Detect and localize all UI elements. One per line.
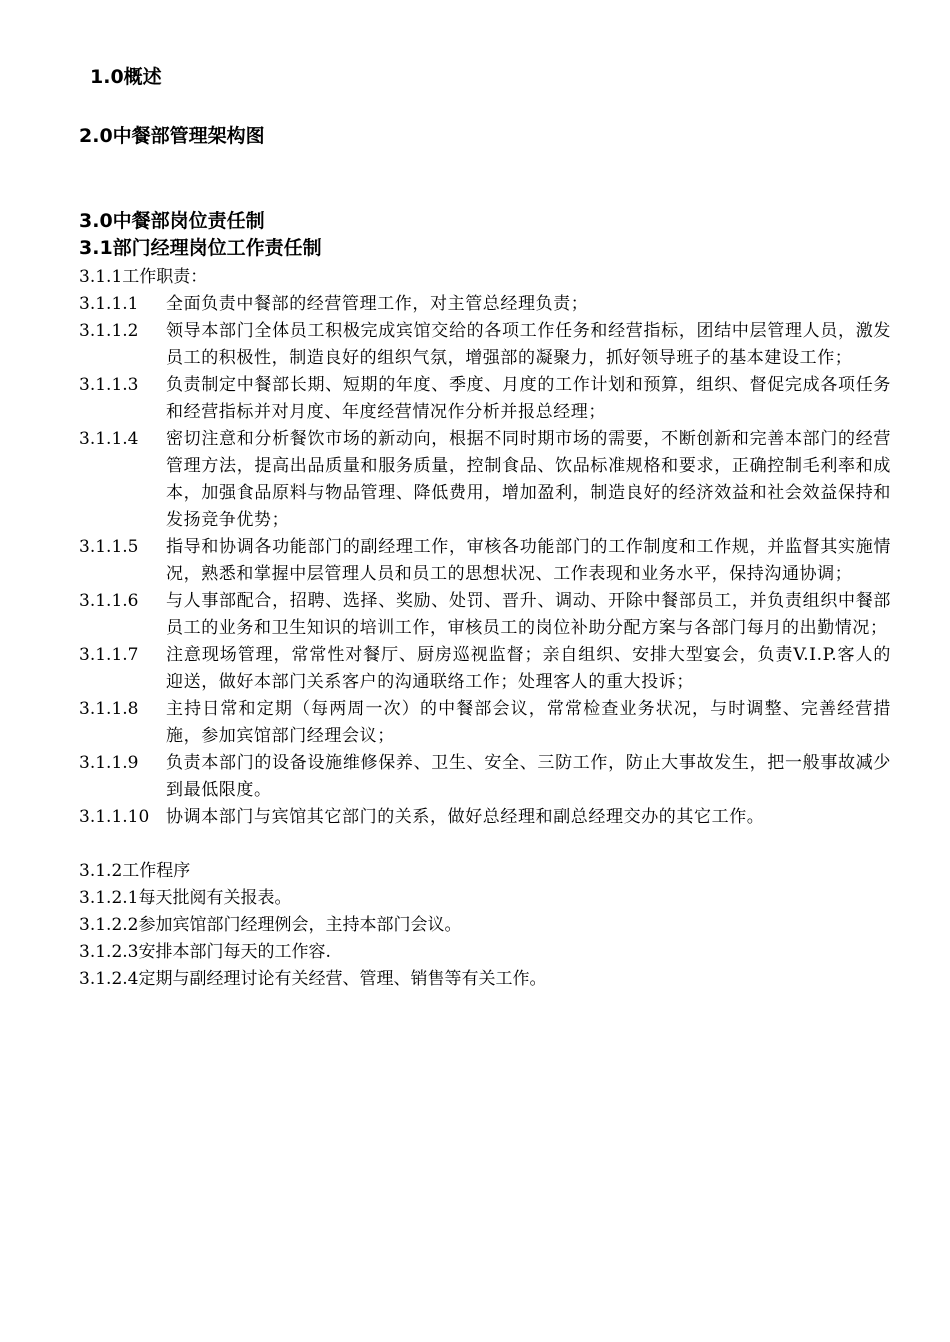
procedure-item [79,912,891,939]
duty-text: 主持日常和定期（每两周一次）的中餐部会议，常常检查业务状况，与时调整、完善经营措施，参加宾馆部门经理会议； [166,699,891,746]
procedure-item [79,939,891,966]
duty-item [79,372,891,426]
procedure-item [79,885,891,912]
procedure-text: 定期与副经理讨论有关经营、管理、销售等有关工作。 [138,969,547,989]
duty-number: 3.1.1.5 [79,537,139,557]
procedure-text: 每天批阅有关报表。 [138,888,292,908]
procedure-item [79,966,891,993]
procedure-title: 3.1.2工作程序 [79,861,191,881]
duty-number: 3.1.1.3 [79,375,139,395]
duty-text: 与人事部配合，招聘、选择、奖励、处罚、晋升、调动、开除中餐部员工，并负责组织中餐部员工的业务和卫生知识的培训工作，审核员工的岗位补助分配方案与各部门每月的出勤情况； [166,591,891,638]
procedure-number: 3.1.2.3 [79,942,139,962]
duty-text: 注意现场管理，常常性对餐厅、厨房巡视监督；亲自组织、安排大型宴会，负责V.I.P.客人的迎送，做好本部门关系客户的沟通联络工作；处理客人的重大投诉； [166,645,891,692]
duty-text: 指导和协调各功能部门的副经理工作，审核各功能部门的工作制度和工作规，并监督其实施情况，熟悉和掌握中层管理人员和员工的思想状况、工作表现和业务水平，保持沟通协调； [166,537,891,584]
duty-item [79,642,891,696]
heading-manager-responsibility: 3.1部门经理岗位工作责任制 [79,237,322,259]
duty-item [79,696,891,750]
duty-number: 3.1.1.7 [79,645,139,665]
duty-item [79,804,891,831]
procedure-number: 3.1.2.1 [79,888,139,908]
duty-item [79,426,891,534]
procedure-text: 安排本部门每天的工作容. [138,942,331,962]
duty-text: 密切注意和分析餐饮市场的新动向，根据不同时期市场的需要，不断创新和完善本部门的经营管理方法，提高出品质量和服务质量，控制食品、饮品标准规格和要求，正确控制毛利率和成本，加强食品原料与物品管理、降低费用，增加盈利，制造良好的经济效益和社会效益保持和发扬竞争优势； [166,429,891,530]
duty-text: 负责本部门的设备设施维修保养、卫生、安全、三防工作，防止大事故发生，把一般事故减少到最低限度。 [166,753,891,800]
duty-item [79,318,891,372]
duties-title: 3.1.1工作职责： [79,267,208,287]
duty-number: 3.1.1.6 [79,591,139,611]
heading-org-chart: 2.0中餐部管理架构图 [79,125,265,147]
duty-number: 3.1.1.9 [79,753,139,773]
duty-number: 3.1.1.10 [79,807,150,827]
procedure-number: 3.1.2.4 [79,969,139,989]
duty-number: 3.1.1.1 [79,294,139,314]
heading-overview: 1.0概述 [90,66,162,88]
duty-text: 全面负责中餐部的经营管理工作，对主管总经理负责； [166,294,589,314]
duty-item [79,588,891,642]
section-spacer [79,831,891,858]
procedure-number: 3.1.2.2 [79,915,139,935]
duty-number: 3.1.1.2 [79,321,139,341]
duty-number: 3.1.1.8 [79,699,139,719]
duty-item [79,291,891,318]
duty-text: 领导本部门全体员工积极完成宾馆交给的各项工作任务和经营指标，团结中层管理人员，激发员工的积极性，制造良好的组织气氛，增强部的凝聚力，抓好领导班子的基本建设工作； [166,321,891,368]
duty-number: 3.1.1.4 [79,429,139,449]
document-body [79,264,891,993]
duty-item [79,534,891,588]
procedure-text: 参加宾馆部门经理例会，主持本部门会议。 [138,915,462,935]
duty-item [79,750,891,804]
duty-text: 协调本部门与宾馆其它部门的关系，做好总经理和副总经理交办的其它工作。 [166,807,765,827]
duty-text: 负责制定中餐部长期、短期的年度、季度、月度的工作计划和预算，组织、督促完成各项任务和经营指标并对月度、年度经营情况作分析并报总经理； [166,375,891,422]
heading-job-responsibility: 3.0中餐部岗位责任制 [79,210,265,232]
